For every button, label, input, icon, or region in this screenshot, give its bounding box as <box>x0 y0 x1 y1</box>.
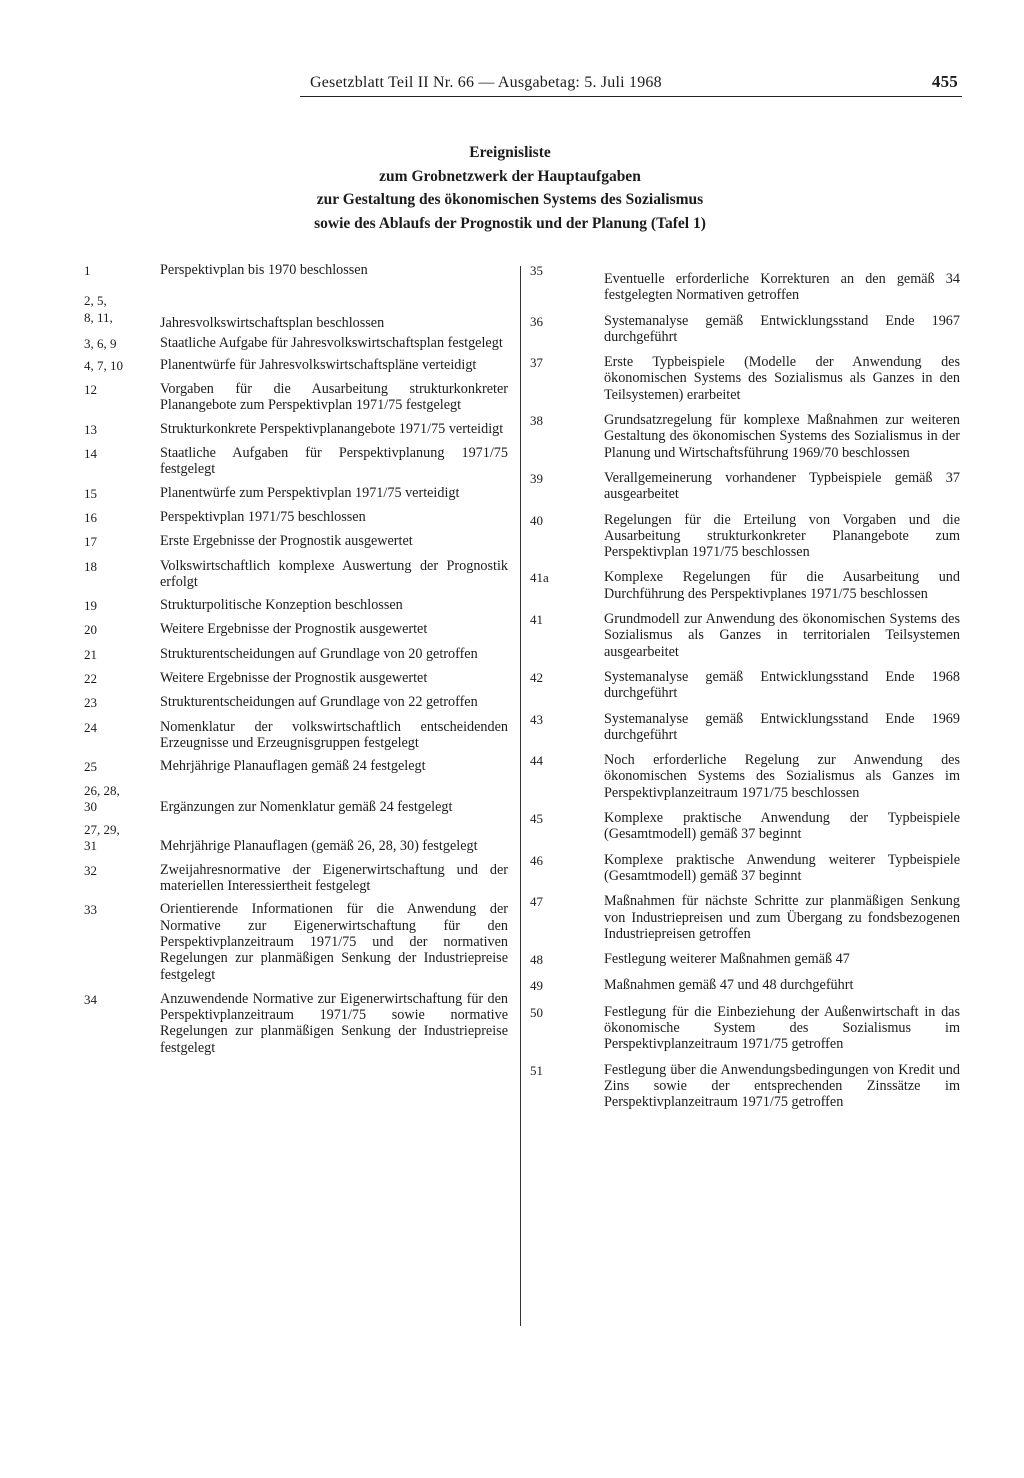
event-number: 14 <box>84 446 97 462</box>
list-item <box>84 597 508 614</box>
list-item <box>530 611 960 660</box>
list-item <box>530 752 960 801</box>
event-text: Strukturkonkrete Perspektivplanangebote 1971/75 verteidigt <box>160 420 504 437</box>
list-item <box>530 470 960 503</box>
event-number: 36 <box>530 313 543 329</box>
event-text: Mehrjährige Planauflagen (gemäß 26, 28, 30) festgelegt <box>160 838 478 855</box>
event-number: 13 <box>84 421 97 437</box>
event-number: 37 <box>530 355 543 371</box>
list-item <box>84 533 508 550</box>
event-number: 25 <box>84 759 97 775</box>
event-number: 42 <box>530 669 543 685</box>
event-text: Komplexe Regelungen für die Ausarbeitung und Durchführung des Perspektivplanes 1971/75 beschlossen <box>604 569 960 602</box>
event-text: Perspektivplan bis 1970 beschlossen <box>160 262 368 278</box>
event-text: Maßnahmen für nächste Schritte zur planmäßigen Senkung von Industriepreisen und zum Übergang zu fondsbezogenen Industriepreisen getroffen <box>604 893 960 942</box>
list-item <box>530 313 960 346</box>
event-text: Nomenklatur der volkswirtschaftlich entscheidenden Erzeugnisse und Erzeugnisgruppen festgelegt <box>160 718 508 751</box>
event-text: Erste Typbeispiele (Modelle der Anwendung des ökonomischen Systems des Sozialismus als Ganzes in den Teilsystemen) erarbeitet <box>604 354 960 403</box>
running-title: Gesetzblatt Teil II Nr. 66 — Ausgabetag: 5. Juli 1968 <box>310 74 662 91</box>
right-column <box>530 262 960 1115</box>
event-number: 40 <box>530 512 543 528</box>
event-text: Systemanalyse gemäß Entwicklungsstand Ende 1969 durchgeführt <box>604 710 960 743</box>
event-text: Ergänzungen zur Nomenklatur gemäß 24 festgelegt <box>160 798 453 815</box>
event-text: Mehrjährige Planauflagen gemäß 24 festgelegt <box>160 758 426 775</box>
list-item <box>84 901 508 982</box>
title-line: zum Grobnetzwerk der Hauptaufgaben <box>379 167 641 185</box>
event-text: Grundmodell zur Anwendung des ökonomischen Systems des Sozialismus als Ganzes in territorialen Teilsystemen ausgearbeitet <box>604 611 960 660</box>
event-number: 38 <box>530 413 543 429</box>
list-item <box>84 335 508 352</box>
event-number: 20 <box>84 622 97 638</box>
event-number: 34 <box>84 991 97 1007</box>
event-text: Maßnahmen gemäß 47 und 48 durchgeführt <box>604 977 854 994</box>
event-text: Jahresvolkswirtschaftsplan beschlossen <box>160 315 385 332</box>
list-item <box>84 262 508 279</box>
event-text: Regelungen für die Erteilung von Vorgaben und die Ausarbeitung strukturkonkreter Planangebote zum Perspektivplan 1971/75 beschlossen <box>604 511 960 561</box>
list-item <box>530 951 960 968</box>
list-item <box>530 977 960 994</box>
list-item <box>530 262 960 304</box>
event-number: 2, 5, 8, 11, <box>84 293 113 325</box>
event-text: Anzuwendende Normative zur Eigenerwirtschaftung für den Perspektivplanzeitraum 1971/75 sowie normative Regelungen zur planmäßigen Senkung der Industriepreise festgelegt <box>160 990 508 1056</box>
event-text: Weitere Ergebnisse der Prognostik ausgewertet <box>160 670 428 687</box>
event-text: Strukturentscheidungen auf Grundlage von 20 getroffen <box>160 645 478 662</box>
event-number: 49 <box>530 978 543 994</box>
event-number: 48 <box>530 952 543 968</box>
event-text: Strukturpolitische Konzeption beschlossen <box>160 597 403 614</box>
left-column <box>84 262 508 1061</box>
list-item <box>84 621 508 638</box>
list-item <box>84 357 508 374</box>
page-header <box>300 70 962 96</box>
event-number: 3, 6, 9 <box>84 335 117 351</box>
title-line: sowie des Ablaufs der Prognostik und der Planung (Tafel 1) <box>314 214 706 232</box>
event-text: Planentwürfe für Jahresvolkswirtschaftspläne verteidigt <box>160 356 477 373</box>
list-item <box>84 779 508 816</box>
list-item <box>84 646 508 663</box>
event-text: Festlegung weiterer Maßnahmen gemäß 47 <box>604 951 850 968</box>
page-number: 455 <box>931 72 958 91</box>
list-item <box>84 381 508 414</box>
event-number: 43 <box>530 711 543 727</box>
event-text: Festlegung über die Anwendungsbedingungen von Kredit und Zins sowie der entsprechenden Zinssätze im Perspektivplanzeitraum 1971/75 getroffen <box>604 1061 960 1111</box>
list-item <box>84 287 508 331</box>
event-number: 4, 7, 10 <box>84 357 123 373</box>
title-line: zur Gestaltung des ökonomischen Systems des Sozialismus <box>316 191 704 208</box>
event-text: Vorgaben für die Ausarbeitung strukturkonkreter Planangebote zum Perspektivplan 1971/75 festgelegt <box>160 381 508 414</box>
event-text: Festlegung für die Einbeziehung der Außenwirtschaft in das ökonomische System des Sozialismus im Perspektivplanzeitraum 1971/75 getroffen <box>604 1003 960 1053</box>
event-number: 39 <box>530 470 543 486</box>
title-line: Ereignisliste <box>469 144 551 161</box>
event-text: Grundsatzregelung für komplexe Maßnahmen zur weiteren Gestaltung des ökonomischen Systems des Sozialismus in der Planung und Wirtschaftsführung 1969/70 beschlossen <box>604 412 960 461</box>
event-number: 22 <box>84 671 97 687</box>
list-item <box>530 669 960 702</box>
event-number: 33 <box>84 902 97 918</box>
event-text: Perspektivplan 1971/75 beschlossen <box>160 508 366 525</box>
list-item <box>84 485 508 502</box>
column-divider <box>520 266 521 1326</box>
list-item <box>84 670 508 687</box>
list-item <box>84 991 508 1056</box>
event-text: Systemanalyse gemäß Entwicklungsstand Ende 1967 durchgeführt <box>604 312 960 345</box>
event-text: Weitere Ergebnisse der Prognostik ausgewertet <box>160 621 428 638</box>
list-item <box>530 569 960 602</box>
list-title <box>250 141 770 235</box>
event-text: Erste Ergebnisse der Prognostik ausgewertet <box>160 533 413 550</box>
event-text: Staatliche Aufgabe für Jahresvolkswirtschaftsplan festgelegt <box>160 334 503 351</box>
list-item <box>530 412 960 461</box>
event-number: 18 <box>84 558 97 574</box>
event-number: 23 <box>84 695 97 711</box>
event-number: 24 <box>84 719 97 735</box>
event-number: 51 <box>530 1062 543 1078</box>
list-item <box>530 810 960 843</box>
list-item <box>84 719 508 752</box>
header-rule <box>300 96 962 97</box>
event-number: 21 <box>84 646 97 662</box>
list-item <box>84 694 508 711</box>
list-item <box>530 354 960 403</box>
list-item <box>84 558 508 591</box>
event-number: 44 <box>530 753 543 769</box>
list-item <box>530 1062 960 1111</box>
event-text: Orientierende Informationen für die Anwendung der Normative zur Eigenerwirtschaftung für den Perspektivplanzeitraum 1971/75 und der normativen Regelungen zur planmäßigen Senkung der Industriepreise festgelegt <box>160 901 508 983</box>
event-text: Komplexe praktische Anwendung der Typbeispiele (Gesamtmodell) gemäß 37 beginnt <box>604 810 960 843</box>
list-item <box>530 852 960 885</box>
event-number: 35 <box>530 263 543 278</box>
list-item <box>84 818 508 855</box>
event-number: 46 <box>530 852 543 868</box>
event-number: 15 <box>84 485 97 501</box>
list-item <box>530 711 960 744</box>
event-number: 45 <box>530 811 543 827</box>
event-number: 41 <box>530 612 543 628</box>
list-item <box>530 893 960 942</box>
list-item <box>530 512 960 561</box>
list-item <box>84 421 508 438</box>
event-text: Noch erforderliche Regelung zur Anwendung des ökonomischen Systems des Sozialismus als Ganzes im Perspektivplanzeitraum 1971/75 beschlossen <box>604 752 960 801</box>
event-number: 17 <box>84 534 97 550</box>
event-number: 16 <box>84 509 97 525</box>
event-text: Planentwürfe zum Perspektivplan 1971/75 verteidigt <box>160 484 460 501</box>
event-number: 47 <box>530 894 543 910</box>
event-number: 50 <box>530 1004 543 1020</box>
event-text: Komplexe praktische Anwendung weiterer Typbeispiele (Gesamtmodell) gemäß 37 beginnt <box>604 851 960 884</box>
event-number: 19 <box>84 598 97 614</box>
event-text: Verallgemeinerung vorhandener Typbeispiele gemäß 37 ausgearbeitet <box>604 469 960 503</box>
event-text: Volkswirtschaftlich komplexe Auswertung der Prognostik erfolgt <box>160 557 508 590</box>
list-item <box>84 758 508 775</box>
event-text: Staatliche Aufgaben für Perspektivplanung 1971/75 festgelegt <box>160 445 508 478</box>
event-number: 27, 29, 31 <box>84 822 120 854</box>
event-number: 12 <box>84 382 97 398</box>
list-item <box>84 862 508 895</box>
event-number: 41a <box>530 570 549 586</box>
event-text: Eventuelle erforderliche Korrekturen an den gemäß 34 festgelegten Normativen getroffen <box>604 271 960 304</box>
event-text: Systemanalyse gemäß Entwicklungsstand Ende 1968 durchgeführt <box>604 668 960 702</box>
event-number: 1 <box>84 263 91 278</box>
list-item <box>84 445 508 478</box>
event-number: 32 <box>84 862 97 878</box>
event-text: Zweijahresnormative der Eigenerwirtschaftung und der materiellen Interessiertheit festgelegt <box>160 861 508 895</box>
list-item <box>84 509 508 526</box>
event-text: Strukturentscheidungen auf Grundlage von 22 getroffen <box>160 694 478 711</box>
event-number: 26, 28, 30 <box>84 782 120 814</box>
list-item <box>530 1004 960 1053</box>
